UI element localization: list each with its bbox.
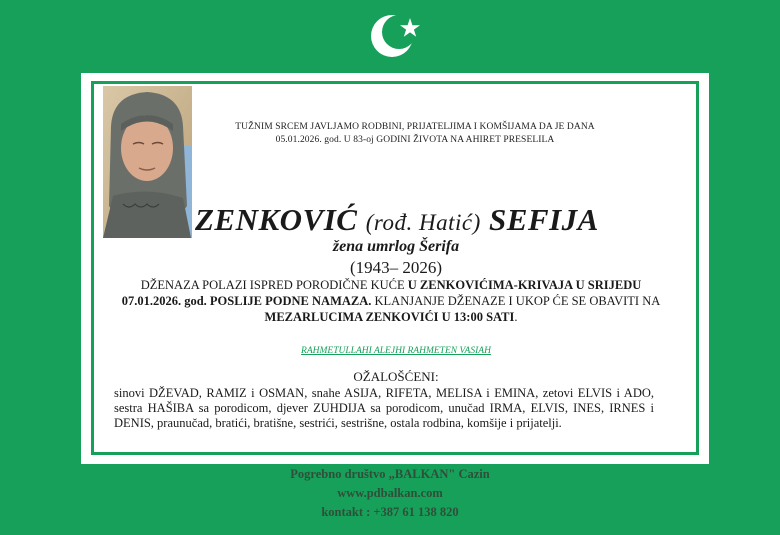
website-link[interactable]: www.pdbalkan.com bbox=[337, 486, 443, 500]
deceased-portrait-photo bbox=[103, 86, 192, 238]
life-years: (1943– 2026) bbox=[349, 258, 443, 277]
obituary-card bbox=[81, 73, 709, 464]
surname: ZENKOVIĆ bbox=[195, 202, 358, 237]
first-name: SEFIJA bbox=[489, 202, 599, 237]
funeral-part-3: KLANJANJE DŽENAZE I UKOP ĆE SE OBAVITI NA bbox=[371, 294, 661, 308]
funeral-part-1: DŽENAZA POLAZI ISPRED PORODIČNE KUĆE bbox=[140, 278, 408, 292]
funeral-part-2: U ZENKOVIĆIMA-KRIVAJA U SRIJEDU 07.01.2026. god. POSLIJE PODNE NAMAZA. bbox=[121, 278, 642, 308]
crescent-star-icon bbox=[368, 8, 424, 64]
intro-line-1: TUŽNIM SRCEM JAVLJAMO RODBINI, PRIJATELJIMA I KOMŠIJAMA DA JE DANA bbox=[235, 122, 595, 132]
company-name: Pogrebno društvo „BALKAN" Cazin bbox=[290, 467, 490, 481]
maiden-name: (rođ. Hatić) bbox=[365, 210, 481, 235]
deceased-name bbox=[195, 202, 599, 238]
funeral-home-footer bbox=[200, 465, 580, 522]
intro-text bbox=[215, 121, 615, 147]
prayer-text: RAHMETULLAHI ALEJHI RAHMETEN VASIAH bbox=[301, 346, 491, 356]
mourners-title: OŽALOŠĆENI: bbox=[353, 369, 439, 384]
contact-phone[interactable]: kontakt : +387 61 138 820 bbox=[321, 505, 459, 519]
funeral-part-4: MEZARLUCIMA ZENKOVIĆI U 13:00 SATI bbox=[264, 310, 515, 324]
intro-line-2: 05.01.2026. god. U 83-oj GODINI ŽIVOTA NA AHIRET PRESELILA bbox=[275, 135, 555, 145]
spouse-line: žena umrlog Šerifa bbox=[332, 238, 460, 255]
funeral-details bbox=[111, 277, 671, 325]
funeral-part-5: . bbox=[514, 310, 518, 324]
mourners-list: sinovi DŽEVAD, RAMIZ i OSMAN, snahe ASIJA, RIFETA, MELISA i EMINA, zetovi ELVIS i ADO, sestra HAŠIBA sa porodicom, djever ZUHDIJA sa porodicom, unučad IRMA, ELVIS, INES, IRNES i DENIS, praunučad, bratići, bratišne, sestrići, sestrišne, ostala rodbina, komšije i prijatelji. bbox=[114, 386, 654, 430]
